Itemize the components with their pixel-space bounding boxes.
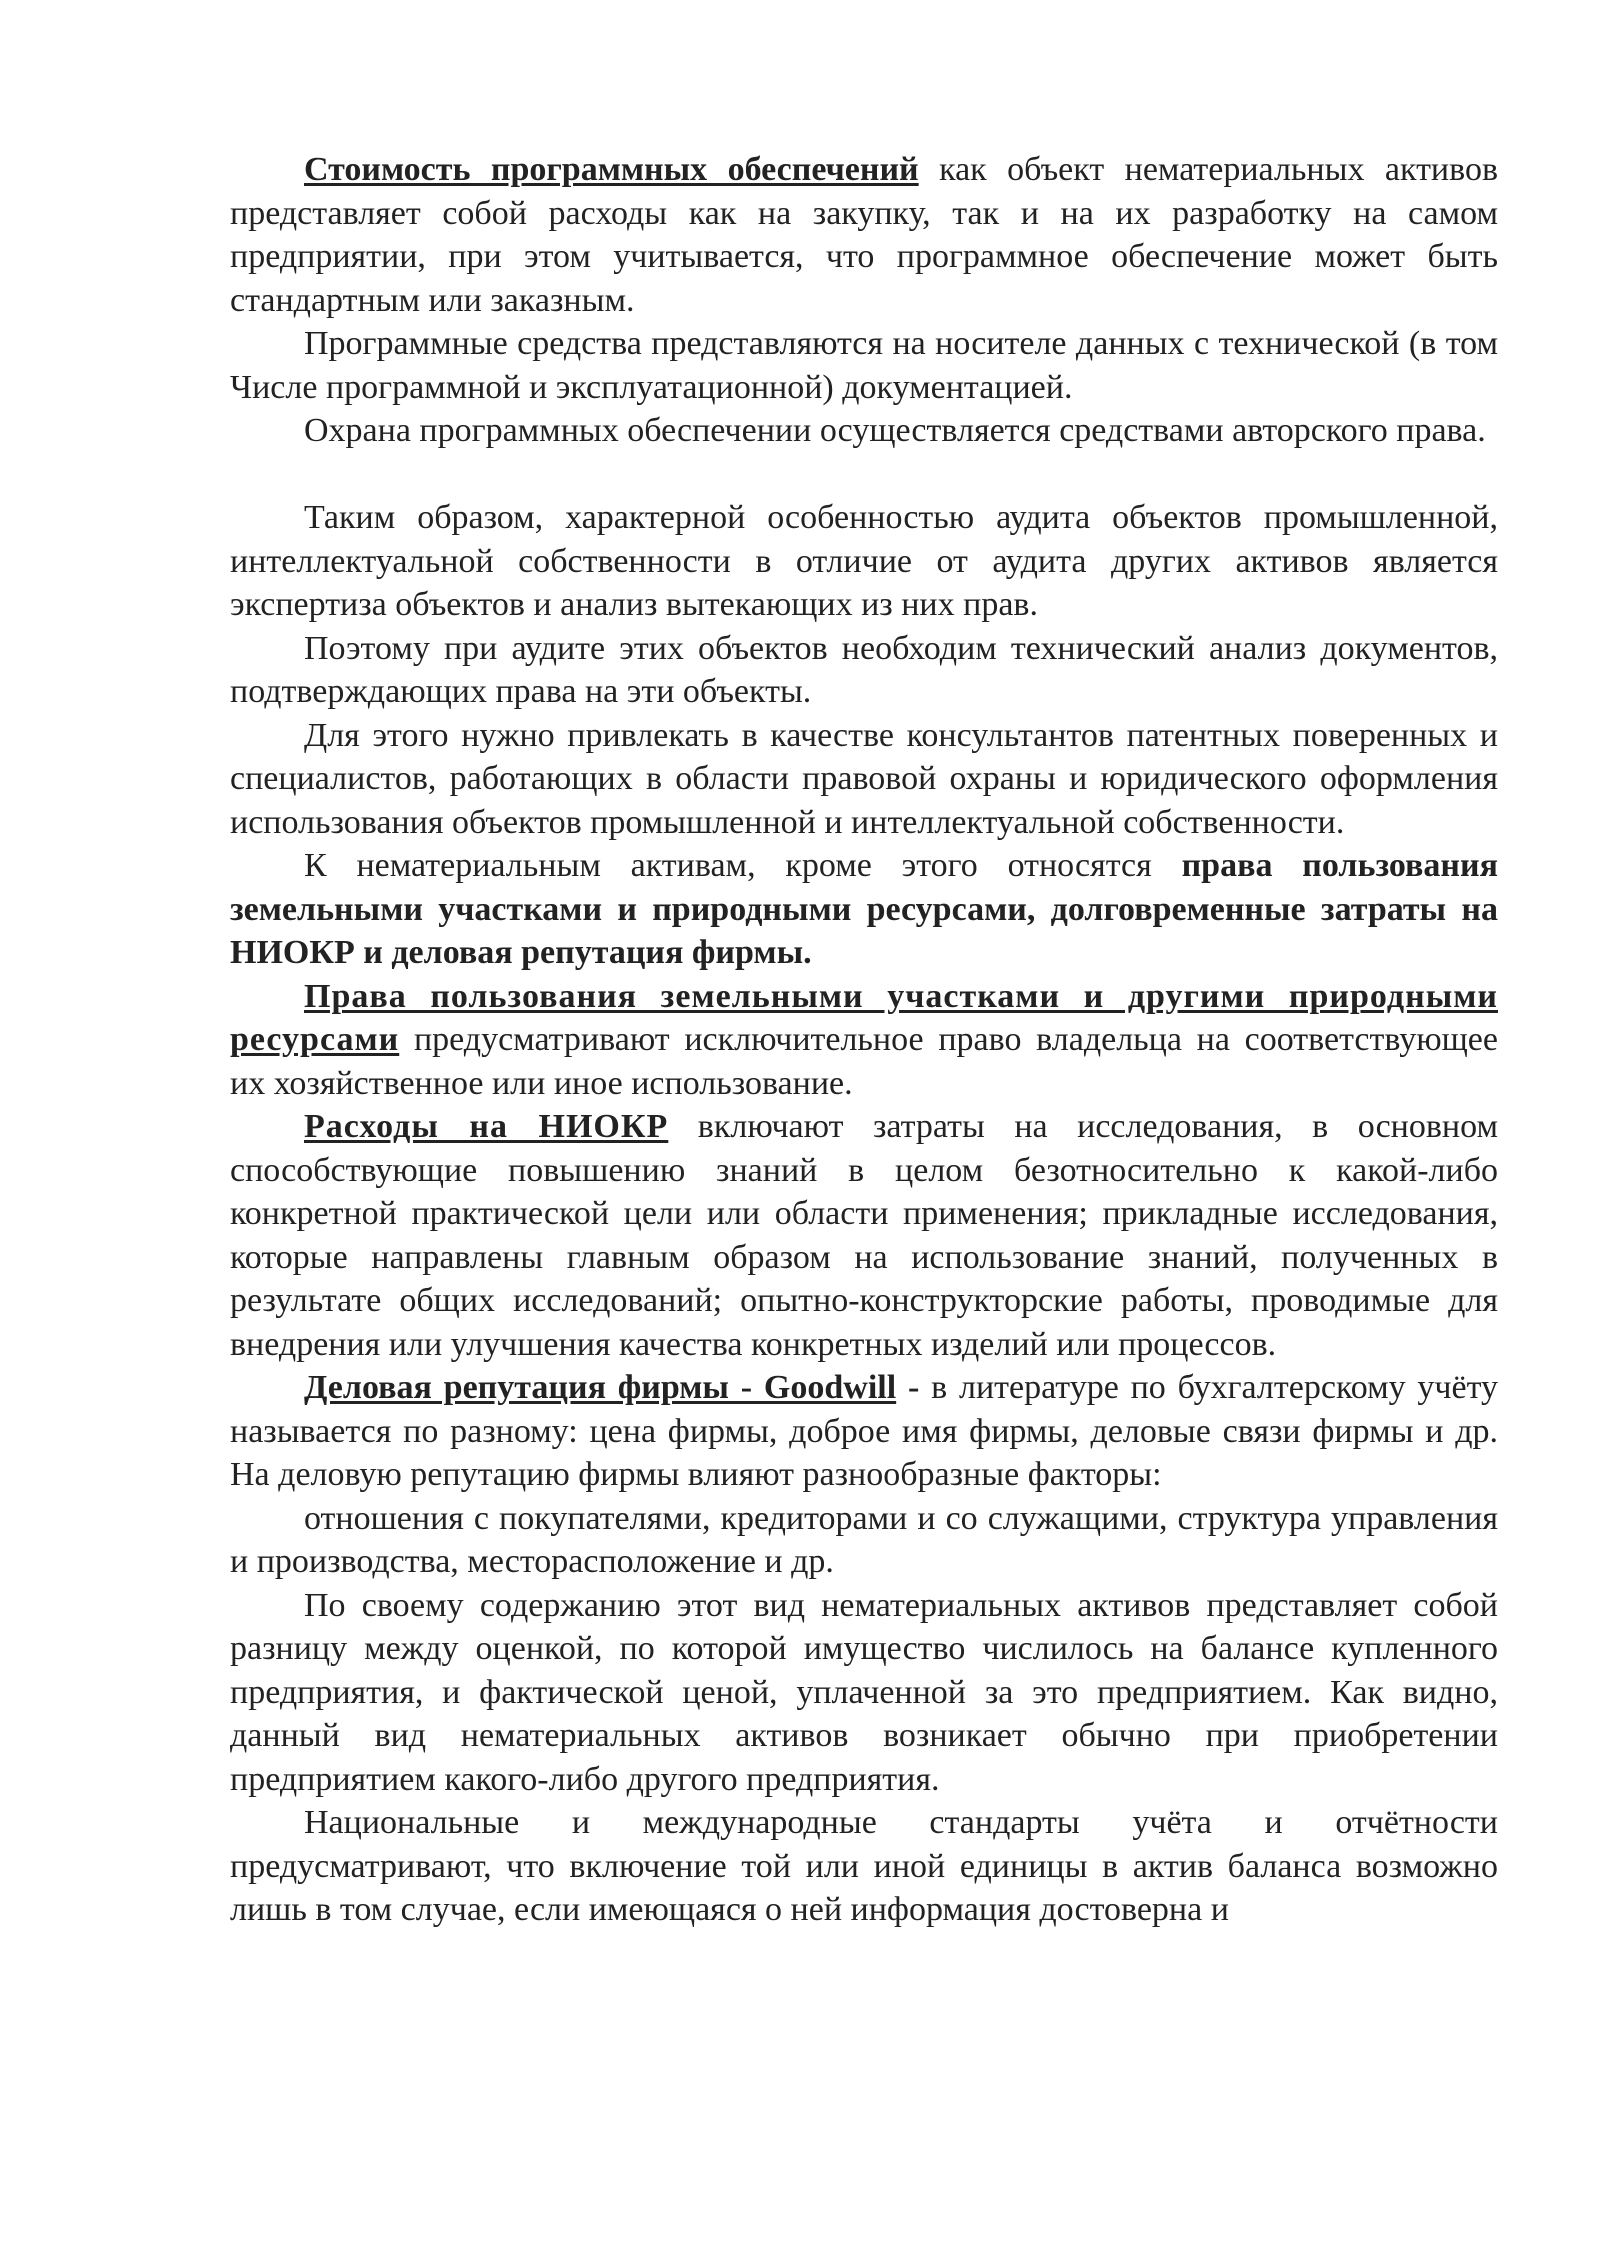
paragraph-goodwill-factors — [230, 1497, 1498, 1584]
paragraph-goodwill-content — [230, 1584, 1498, 1802]
goodwill-dash: - — [896, 1369, 920, 1406]
paragraph-text: По своему содержанию этот вид нематериальных активов представляет собой разницу между оценкой, по которой имущество числилось на балансе купленного предприятия, и фактической ценой, уплаченной за это предприятием. Как видно, данный вид нематериальных активов возникает обычно при приобретении предприятием какого-либо другого предприятия. — [230, 1586, 1498, 1798]
paragraph-text: К нематериальным активам, кроме этого относятся — [304, 847, 1182, 884]
paragraph-text: предусматривают исключительное право владельца на соответствующее их хозяйственное или иное использование. — [230, 1021, 1498, 1102]
document-page — [230, 148, 1498, 1932]
paragraph-text: Национальные и международные стандарты учёта и отчётности предусматривают, что включение той или иной единицы в актив баланса возможно лишь в том случае, если имеющаяся о ней информация достоверна и — [230, 1804, 1498, 1928]
paragraph-text: как объект нематериальных активов представляет собой расходы как на закупку, так и на их разработку на самом предприятии, при этом учитывается, что программное обеспечение может быть стандартным или заказным. — [230, 151, 1498, 319]
paragraph-standards — [230, 1801, 1498, 1932]
paragraph-text: Программные средства представляются на носителе данных с технической (в том Числе программной и эксплуатационной) документацией. — [230, 325, 1498, 406]
paragraph-rnd-expenses — [230, 1105, 1498, 1366]
term-land-rights: Права пользования земельными участками и другими природными ресурсами — [230, 977, 1498, 1058]
paragraph-text: Охрана программных обеспечении осуществляется средствами авторского права. — [304, 412, 1486, 449]
paragraph-text: Для этого нужно привлекать в качестве консультантов патентных поверенных и специалистов, работающих в области правовой охраны и юридического оформления использования объектов промышленной и интеллектуальной собственности. — [230, 716, 1498, 841]
paragraph-consultants — [230, 714, 1498, 845]
paragraph-software-protection — [230, 409, 1498, 453]
paragraph-gap — [230, 453, 1498, 497]
paragraph-software-media — [230, 322, 1498, 409]
paragraph-land-rights — [230, 975, 1498, 1106]
paragraph-goodwill — [230, 1366, 1498, 1497]
term-software-cost: Стоимость программных обеспечений — [304, 151, 919, 188]
paragraph-intangible-assets — [230, 844, 1498, 975]
term-rnd-expenses: Расходы на НИОКР — [304, 1108, 669, 1145]
paragraph-text: Таким образом, характерной особенностью аудита объектов промышленной, интеллектуальной собственности в отличие от аудита других активов является экспертиза объектов и анализ вытекающих из них прав. — [230, 499, 1498, 623]
bold-asset-list: права пользования земельными участками и природными ресурсами, долговременные затраты на НИОКР и деловая репутация фирмы. — [230, 847, 1498, 971]
paragraph-text: в литературе по бухгалтерскому учёту называется по разному: цена фирмы, доброе имя фирмы, деловые связи фирмы и др. На деловую репутацию фирмы влияют разнообразные факторы: — [230, 1369, 1499, 1493]
paragraph-software-cost — [230, 148, 1498, 322]
paragraph-technical-analysis — [230, 627, 1498, 714]
paragraph-audit-feature — [230, 496, 1498, 627]
paragraph-text: отношения с покупателями, кредиторами и со служащими, структура управления и производства, месторасположение и др. — [230, 1499, 1498, 1580]
paragraph-text: включают затраты на исследования, в основном способствующие повышению знаний в целом безотносительно к какой-либо конкретной практической цели или области применения; прикладные исследования, которые направлены главным образом на использование знаний, полученных в результате общих исследований; опытно-конструкторские работы, проводимые для внедрения или улучшения качества конкретных изделий или процессов. — [230, 1108, 1498, 1363]
term-goodwill: Деловая репутация фирмы - Goodwill — [304, 1369, 897, 1406]
paragraph-text: Поэтому при аудите этих объектов необходим технический анализ документов, подтверждающих права на эти объекты. — [230, 629, 1498, 710]
